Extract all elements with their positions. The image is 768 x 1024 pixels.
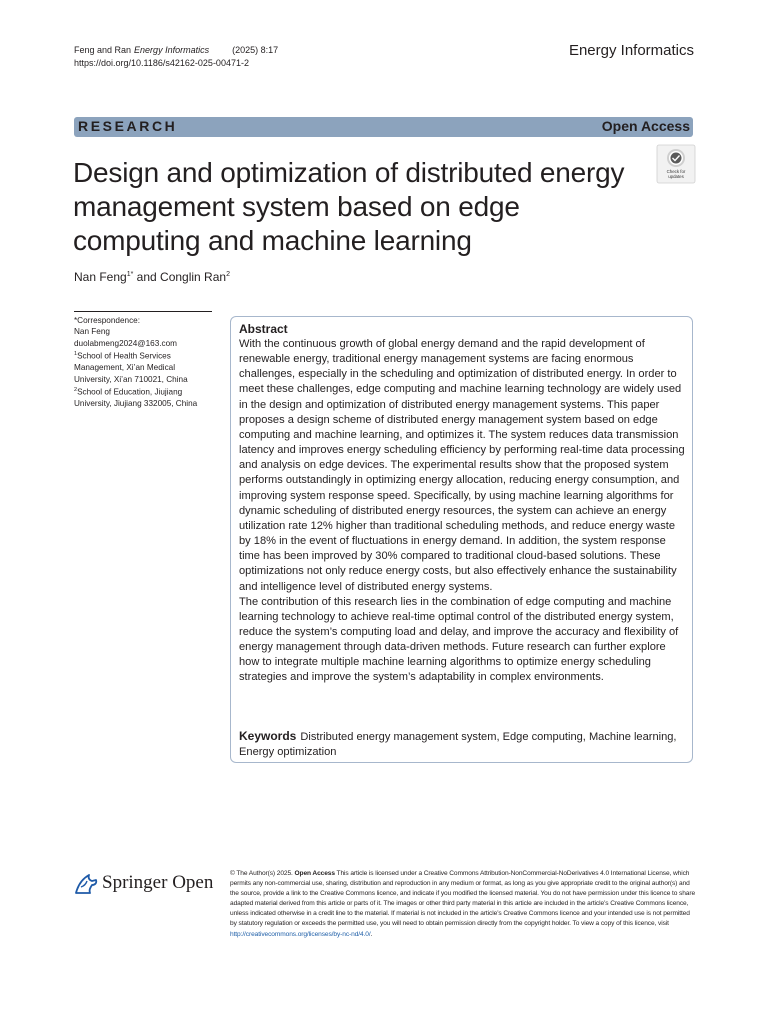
check-badge-line2: updates <box>668 174 684 179</box>
license-prefix: © The Author(s) 2025. <box>230 870 295 877</box>
license-end: . <box>370 930 373 938</box>
license-link[interactable]: http://creativecommons.org/licenses/by-nc-nd/4.0/ <box>230 930 371 938</box>
research-bar <box>74 117 693 137</box>
springer-horse-icon <box>72 871 100 897</box>
abstract-box <box>230 316 693 763</box>
springer-open-logo <box>72 871 214 902</box>
author-1[interactable]: Nan Feng <box>74 270 127 284</box>
license-text: This article is licensed under a Creative Commons Attribution-NonCommercial-NoDerivatives 4.0 International License, which permits any non-commercial use, sharing, distribution and reproduction in any medium or format, as long as you give appropriate credit to the original author(s) and the source, provide a link to the Creative Commons licence, and indicate if you modified the licensed material. You do not have permission under this licence to share adapted material derived from this article or parts of it. The images or other third party material in this article are included in the article’s Creative Commons licence, unless indicated otherwise in a credit line to the material. If material is not included in the article’s Creative Commons licence and your intended use is not permitted by statutory regulation or exceeds the permitted use, you will need to obtain permission directly from the copyright holder. To view a copy of this licence, visit <box>230 870 696 928</box>
abstract-paragraph-2: The contribution of this research lies in the combination of edge computing and machine learning technology to achieve real-time optimal control of the distributed energy system, reduce the system’s computing load and delay, and improve the accuracy and flexibility of energy management through data-driven methods. Future research can further explore how to integrate multiple machine learning algorithms to optimize energy scheduling strategies and improve the system’s adaptability in complex environments. <box>239 595 679 684</box>
abstract-paragraph-1: With the continuous growth of global energy demand and the rapid development of renewable energy, traditional energy management systems are facing enormous challenges, especially in the scheduling and optimization of distributed energy. In order to meet these challenges, edge computing and machine learning technology are widely used in the design and optimization of distributed energy management systems. This paper proposes a design scheme of distributed energy management system based on edge computing and machine learning, and optimizes it. The system reduces data transmission latency and improves energy scheduling efficiency by performing real-time data processing and analysis on edge devices. The experimental results show that the proposed system performs outstandingly in optimizing energy allocation, reducing energy consumption, and improving system response speed. Specifically, by using machine learning algorithms for dynamic scheduling of distributed energy resources, the system can achieve an energy utilization rate 12% higher than traditional scheduling methods, and reduce energy waste by 18% in the event of fluctuations in energy demand. In addition, the system response time has been improved by 30% compared to traditional cloud-based solutions. These optimizations not only reduce energy costs, but also effectively enhance the sustainability and intelligence level of distributed energy systems. <box>239 338 685 593</box>
license-open-access: Open Access <box>294 870 335 877</box>
springer-open-text: Open <box>172 872 214 893</box>
correspondence-email[interactable]: duolabmeng2024@163.com <box>74 338 177 348</box>
check-badge-line1: Check for <box>666 169 686 174</box>
header-year-volume: (2025) 8:17 <box>232 45 279 55</box>
author-list <box>74 270 230 284</box>
author-1-affil: 1* <box>126 271 134 278</box>
article-title: Design and optimization of distributed energy management system based on edge computing and machine learning <box>73 157 625 256</box>
research-label: RESEARCH <box>78 118 178 134</box>
affiliation-2-text: School of Education, Jiujiang University, Jiujiang 332005, China <box>74 387 198 409</box>
springer-wordmark <box>102 872 213 894</box>
affiliation-1-sup: 1 <box>74 351 78 358</box>
correspondence-name: Nan Feng <box>74 327 110 337</box>
header-journal: Energy Informatics <box>134 45 210 55</box>
correspondence-label: *Correspondence: <box>74 316 140 325</box>
abstract-body <box>239 337 685 686</box>
affiliation-2-sup: 2 <box>74 387 78 394</box>
check-for-updates-icon <box>656 144 696 184</box>
affiliation-column <box>74 315 214 410</box>
license-notice <box>230 869 695 940</box>
journal-name: Energy Informatics <box>568 42 694 59</box>
author-2[interactable]: Conglin Ran <box>160 270 227 284</box>
article-header <box>74 44 281 70</box>
check-for-updates-badge[interactable] <box>656 144 696 184</box>
affiliation-2 <box>74 385 214 410</box>
keywords-label: Keywords <box>239 729 297 743</box>
affiliation-1-text: School of Health Services Management, Xi’an Medical University, Xi’an 710021, China <box>74 351 188 384</box>
header-doi[interactable]: https://doi.org/10.1186/s42162-025-00471-2 <box>74 58 249 68</box>
keywords-text: Distributed energy management system, Edge computing, Machine learning, Energy optimization <box>239 731 677 759</box>
affiliation-1 <box>74 349 214 385</box>
author-2-affil: 2 <box>226 271 230 278</box>
open-access-label: Open Access <box>601 118 690 134</box>
keywords <box>239 729 685 760</box>
springer-text: Springer <box>102 872 168 893</box>
header-authors: Feng and Ran <box>74 45 132 55</box>
author-and: and <box>133 270 161 284</box>
abstract-heading: Abstract <box>239 322 288 336</box>
side-divider <box>74 311 212 312</box>
